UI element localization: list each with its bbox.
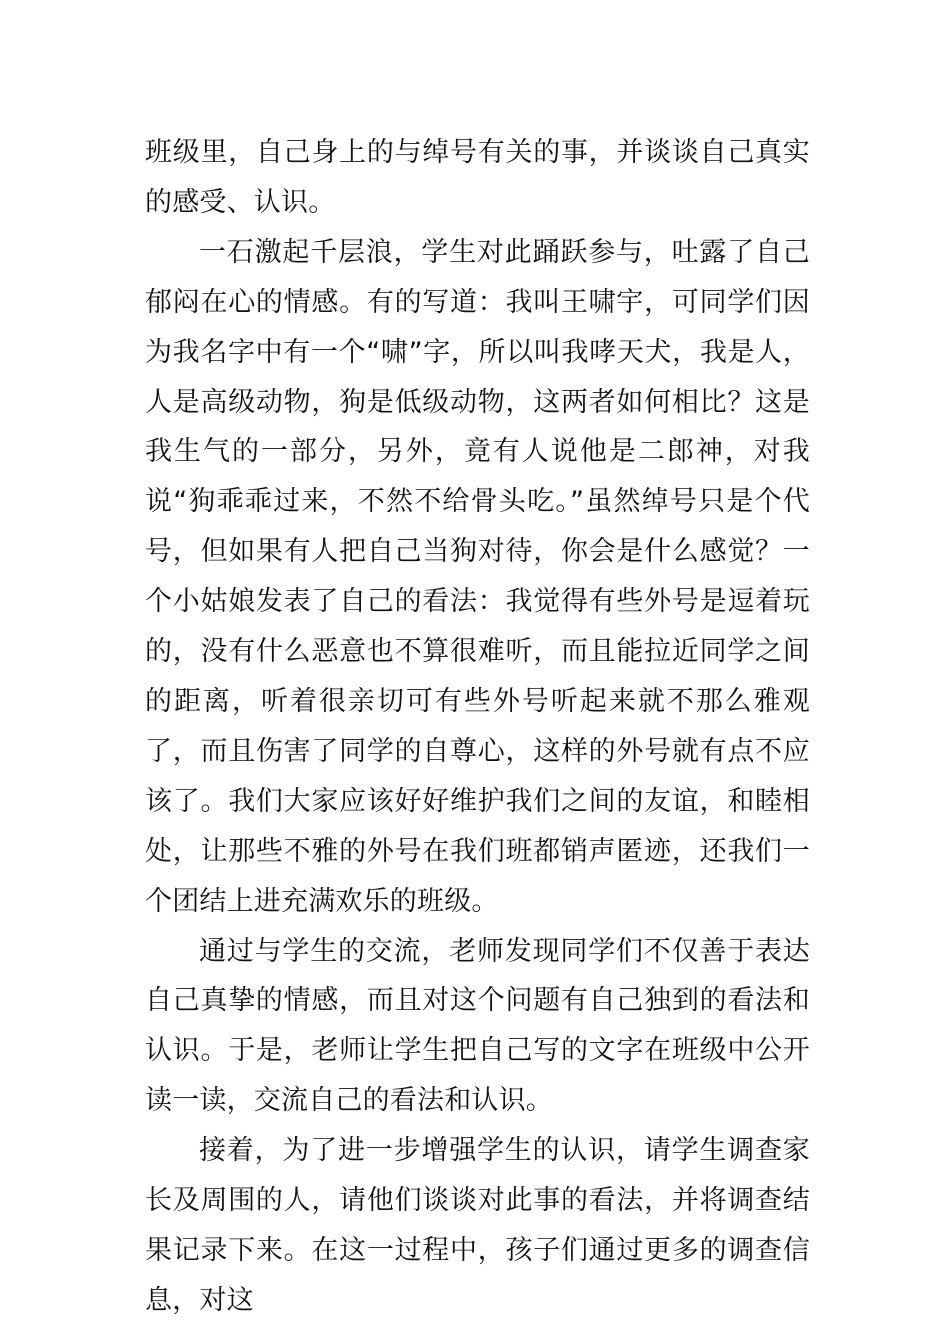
paragraph-3: 通过与学生的交流，老师发现同学们不仅善于表达自己真挚的情感，而且对这个问题有自己独到的看法和认识。于是，老师让学生把自己写的文字在班级中公开读一读，交流自己的看法和认识。 — [145, 935, 810, 1117]
body-text — [145, 128, 810, 1326]
paragraph-4: 接着，为了进一步增强学生的认识，请学生调查家长及周围的人，请他们谈谈对此事的看法，并将调查结果记录下来。在这一过程中，孩子们通过更多的调查信息，对这 — [145, 1135, 810, 1316]
paragraph-1: 班级里，自己身上的与绰号有关的事，并谈谈自己真实的感受、认识。 — [145, 137, 810, 218]
paragraph-2: 一石激起千层浪，学生对此踊跃参与，吐露了自己郁闷在心的情感。有的写道：我叫王啸宇，可同学们因为我名字中有一个“啸”字，所以叫我哮天犬，我是人，人是高级动物，狗是低级动物，这两者如何相比？这是我生气的一部分，另外，竟有人说他是二郎神，对我说“狗乖乖过来，不然不给骨头吃。”虽然绰号只是个代号，但如果有人把自己当狗对待，你会是什么感觉？一个小姑娘发表了自己的看法：我觉得有些外号是逗着玩的，没有什么恶意也不算很难听，而且能拉近同学之间的距离，听着很亲切可有些外号听起来就不那么雅观了，而且伤害了同学的自尊心，这样的外号就有点不应该了。我们大家应该好好维护我们之间的友谊，和睦相处，让那些不雅的外号在我们班都销声匿迹，还我们一个团结上进充满欢乐的班级。 — [145, 236, 810, 917]
